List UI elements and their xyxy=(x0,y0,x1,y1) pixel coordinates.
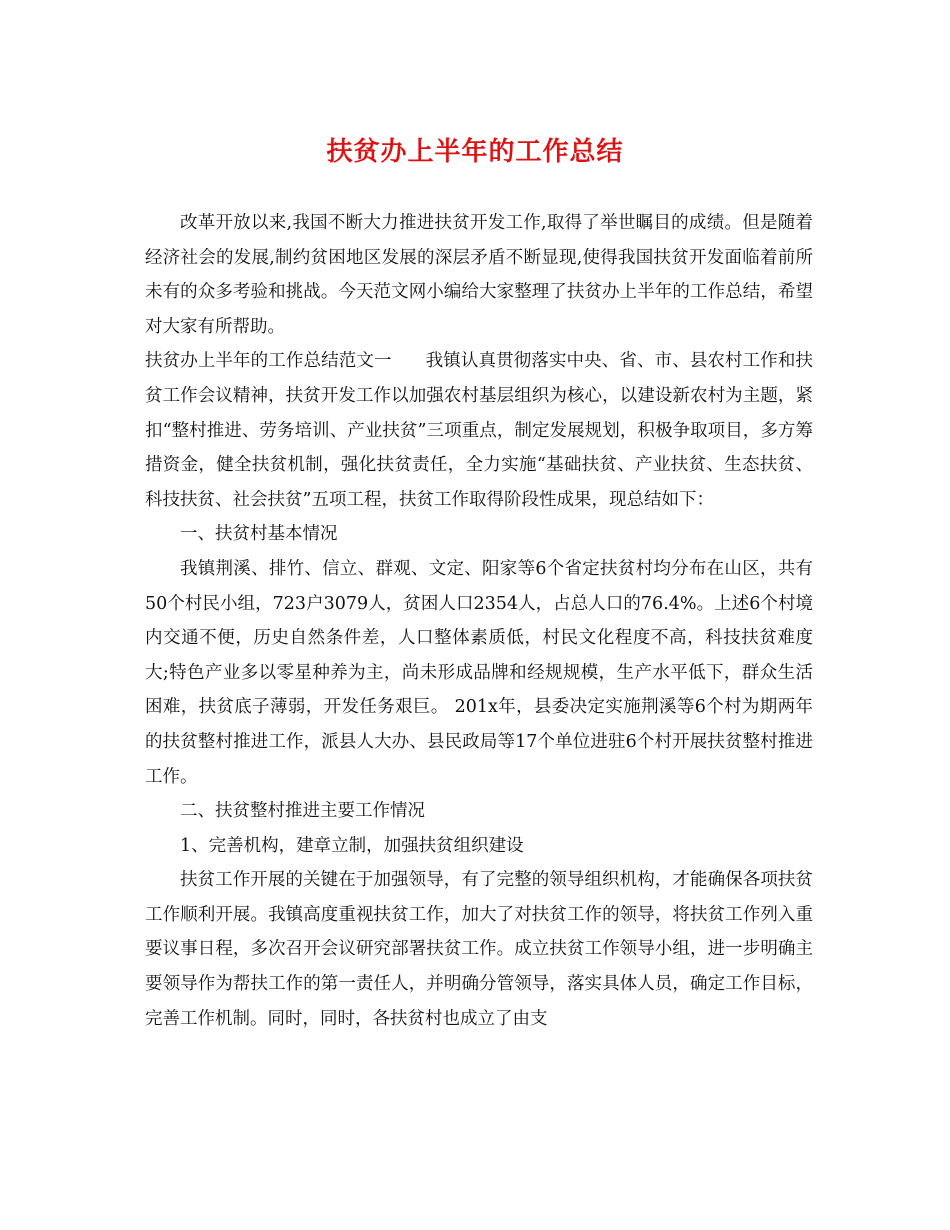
subsection1-paragraph: 扶贫工作开展的关键在于加强领导，有了完整的领导组织机构，才能确保各项扶贫工作顺利开展。我镇高度重视扶贫工作，加大了对扶贫工作的领导，将扶贫工作列入重要议事日程，多次召开会议研究部署扶贫工作。成立扶贫工作领导小组，进一步明确主要领导作为帮扶工作的第一责任人，并明确分管领导，落实具体人员，确定工作目标，完善工作机制。同时，同时，各扶贫村也成立了由支 xyxy=(145,870,813,1029)
sample-text: 我镇认真贯彻落实中央、省、市、县农村工作和扶贫工作会议精神，扶贫开发工作以加强农村基层组织为核心，以建设新农村为主题，紧扣“整村推进、劳务培训、产业扶贫”三项重点，制定发展规划，积极争取项目，多方筹措资金，健全扶贫机制，强化扶贫责任，全力实施“基础扶贫、产业扶贫、生态扶贫、科技扶贫、社会扶贫”五项工程，扶贫工作取得阶段性成果，现总结如下： xyxy=(145,351,814,510)
intro-paragraph: 改革开放以来,我国不断大力推进扶贫开发工作,取得了举世瞩目的成绩。但是随着经济社会的发展,制约贫困地区发展的深层矛盾不断显现,使得我国扶贫开发面临着前所未有的众多考验和挑战。今天范文网小编给大家整理了扶贫办上半年的工作总结，希望对大家有所帮助。 xyxy=(145,213,813,337)
sample-label: 扶贫办上半年的工作总结范文一 xyxy=(145,351,392,372)
document-body xyxy=(145,206,813,1036)
sample-paragraph xyxy=(145,344,813,517)
section1-paragraph: 我镇荆溪、排竹、信立、群观、文定、阳家等6个省定扶贫村均分布在山区，共有50个村民小组，723户3079人，贫困人口2354人，占总人口的76.4%。上述6个村境内交通不便，历史自然条件差，人口整体素质低，村民文化程度不高，科技扶贫难度大;特色产业多以零星种养为主，尚未形成品牌和经规规模，生产水平低下，群众生活困难，扶贫底子薄弱，开发任务艰巨。 201x年，县委决定实施荆溪等6个村为期两年的扶贫整村推进工作，派县人大办、县民政局等17个单位进驻6个村开展扶贫整村推进工作。 xyxy=(145,558,813,787)
document-title: 扶贫办上半年的工作总结 xyxy=(326,137,624,167)
subsection1-heading: 1、完善机构，建章立制，加强扶贫组织建设 xyxy=(180,835,524,856)
section1-heading: 一、扶贫村基本情况 xyxy=(180,524,338,545)
section2-heading: 二、扶贫整村推进主要工作情况 xyxy=(180,801,425,822)
